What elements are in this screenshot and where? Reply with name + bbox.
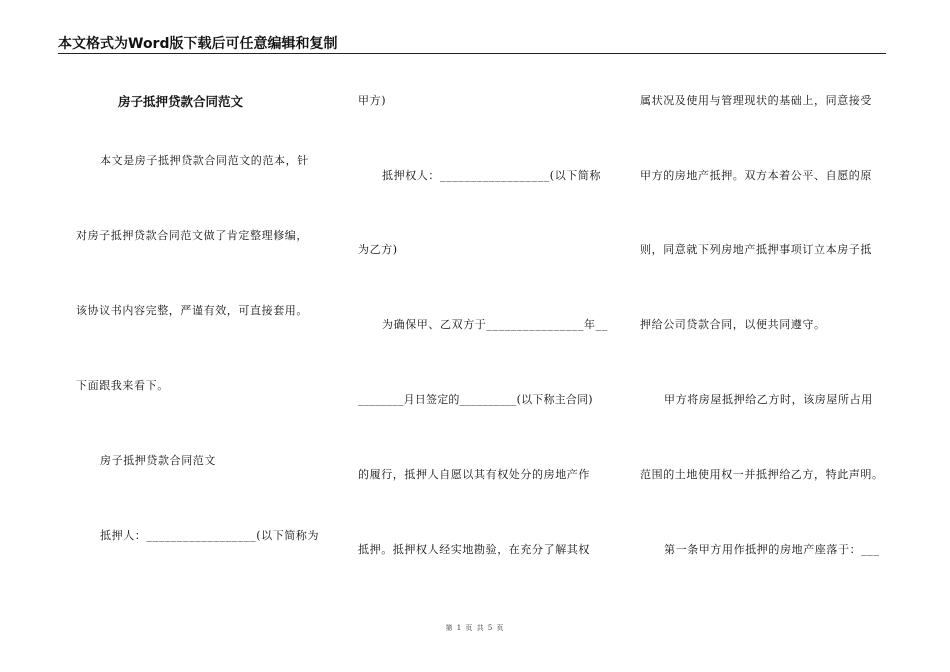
paragraph-line: 抵押。抵押权人经实地勘验，在充分了解其权	[358, 543, 590, 556]
paragraph-line: 为乙方)	[358, 243, 398, 256]
paragraph-line: ________月日签定的__________(以下称主合同)	[358, 393, 593, 406]
page-header	[58, 36, 886, 54]
paragraph-line: 第一条甲方用作抵押的房地产座落于：___	[664, 543, 880, 556]
paragraph-line: 属状况及使用与管理现状的基础上，同意接受	[640, 94, 872, 107]
paragraph-line: 本文是房子抵押贷款合同范文的范本，针	[100, 154, 309, 167]
paragraph-line: 范围的土地使用权一并抵押给乙方，特此声明。	[640, 468, 884, 481]
paragraph-line: 甲方)	[358, 94, 387, 107]
paragraph-line: 抵押权人：__________________(以下简称	[382, 169, 602, 182]
paragraph-line: 甲方将房屋抵押给乙方时，该房屋所占用	[664, 393, 873, 406]
paragraph-line: 下面跟我来看下。	[76, 379, 169, 392]
page-number: 第 1 页 共 5 页	[445, 624, 505, 632]
paragraph-line: 为确保甲、乙双方于________________年__	[382, 318, 608, 331]
paragraph-line: 该协议书内容完整，严谨有效，可直接套用。	[76, 304, 308, 317]
section-heading: 房子抵押贷款合同范文	[100, 454, 216, 467]
paragraph-line: 甲方的房地产抵押。双方本着公平、自愿的原	[640, 169, 872, 182]
header-text: 本文格式为Word版下载后可任意编辑和复制	[58, 36, 338, 52]
paragraph-line: 的履行，抵押人自愿以其有权处分的房地产作	[358, 468, 590, 481]
document-title: 房子抵押贷款合同范文	[118, 94, 244, 109]
paragraph-line: 对房子抵押贷款合同范文做了肯定整理修编，	[76, 229, 308, 242]
paragraph-line: 则，同意就下列房地产抵押事项订立本房子抵	[640, 243, 872, 256]
paragraph-line: 抵押人：__________________(以下简称为	[100, 529, 320, 542]
paragraph-line: 押给公司贷款合同，以便共同遵守。	[640, 318, 826, 331]
